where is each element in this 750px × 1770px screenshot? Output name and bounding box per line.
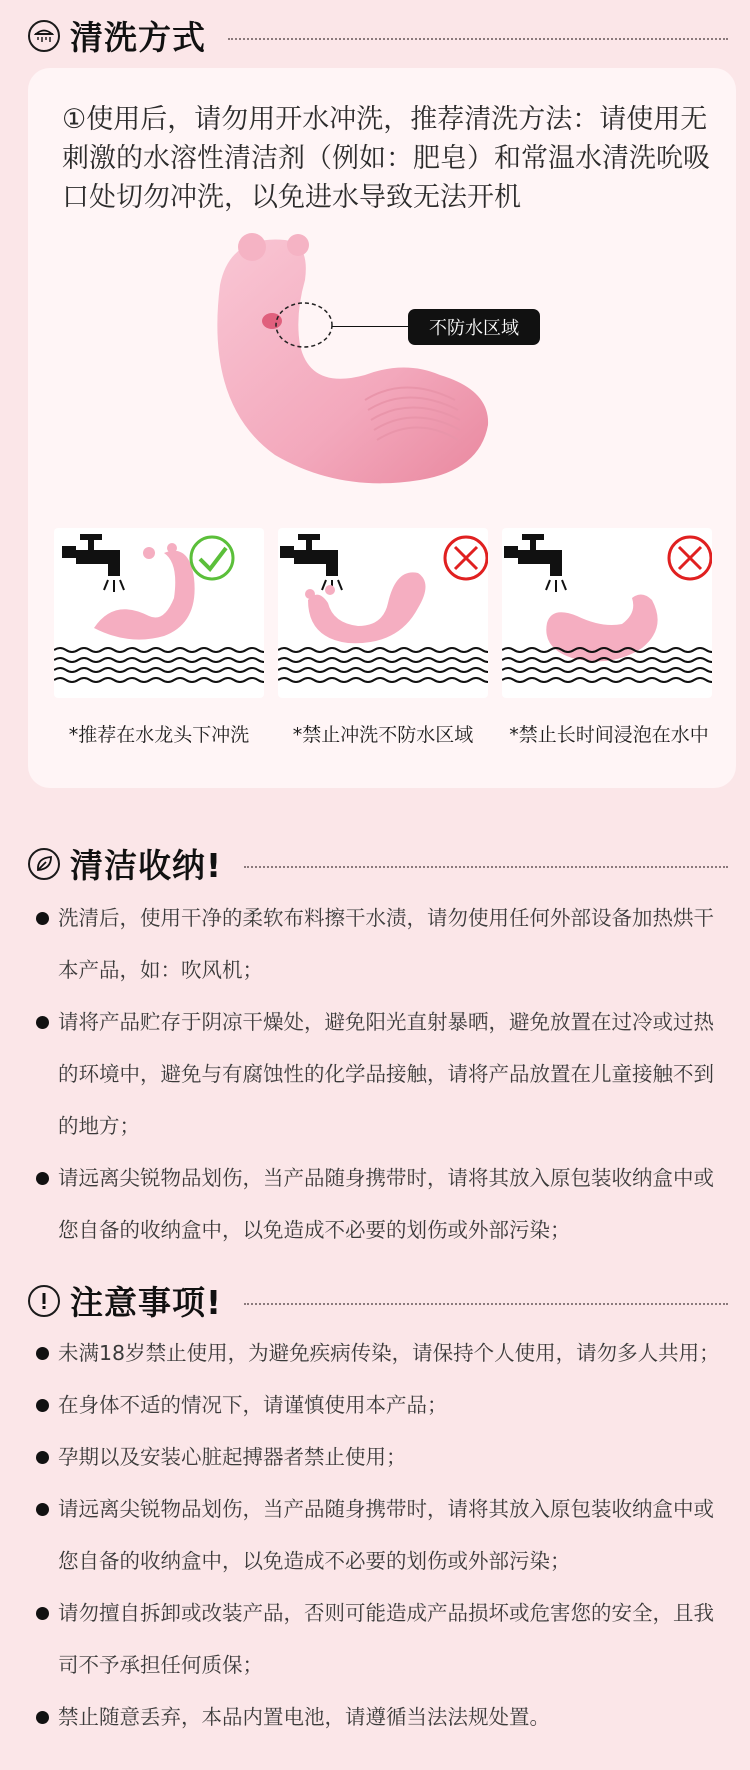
list-item: 在身体不适的情况下，请谨慎使用本产品；	[34, 1379, 734, 1431]
callout-tag: 不防水区域	[408, 309, 540, 345]
dotted-divider	[244, 866, 728, 868]
section-heading: 清洁收纳!	[70, 846, 223, 885]
faucet-icon	[280, 534, 342, 592]
notice-list	[34, 1327, 734, 1743]
wash-intro-text: ①使用后，请勿用开水冲洗，推荐清洗方法：请使用无刺激的水溶性清洁剂（例如：肥皂）和常温水清洗吮吸口处切勿冲洗，以免进水导致无法开机	[62, 104, 710, 213]
list-item: 禁止随意丢弃，本品内置电池，请遵循当法法规处置。	[34, 1691, 734, 1743]
panel-caption: *推荐在水龙头下冲洗	[68, 724, 250, 746]
list-item: 未满18岁禁止使用，为避免疾病传染，请保持个人使用，请勿多人共用；	[34, 1327, 734, 1379]
exclamation-icon	[28, 1285, 60, 1317]
panel-caption: *禁止长时间浸泡在水中	[509, 724, 709, 746]
wash-panel-3	[502, 528, 712, 698]
list-item: 孕期以及安装心脏起搏器者禁止使用；	[34, 1431, 734, 1483]
check-icon	[191, 537, 233, 579]
dotted-divider	[228, 38, 728, 40]
panel-caption: *禁止冲洗不防水区域	[292, 724, 474, 746]
notice-section-title	[28, 1277, 728, 1324]
storage-section-title	[28, 840, 728, 887]
wash-panel-1	[54, 528, 264, 698]
list-item: 洗清后，使用干净的柔软布料擦干水渍，请勿使用任何外部设备加热烘干本产品，如：吹风机；	[34, 892, 734, 996]
storage-list	[34, 892, 734, 1256]
wash-section-title	[28, 12, 728, 59]
list-item: 请远离尖锐物品划伤，当产品随身携带时，请将其放入原包装收纳盒中或您自备的收纳盒中，以免造成不必要的划伤或外部污染；	[34, 1483, 734, 1587]
list-item: 请远离尖锐物品划伤，当产品随身携带时，请将其放入原包装收纳盒中或您自备的收纳盒中，以免造成不必要的划伤或外部污染；	[34, 1152, 734, 1256]
waterproof-zone-marker	[272, 298, 336, 352]
leaf-icon	[28, 848, 60, 880]
list-item: 请将产品贮存于阴凉干燥处，避免阳光直射暴晒，避免放置在过冷或过热的环境中，避免与有腐蚀性的化学品接触，请将产品放置在儿童接触不到的地方；	[34, 996, 734, 1152]
callout-line	[332, 326, 410, 327]
product-illustration	[190, 225, 520, 500]
section-heading: 注意事项!	[70, 1283, 223, 1322]
faucet-icon	[504, 534, 566, 592]
shower-icon	[28, 20, 60, 52]
wash-panel-2	[278, 528, 488, 698]
faucet-icon	[62, 534, 124, 592]
dotted-divider	[244, 1303, 728, 1305]
section-heading: 清洗方式	[70, 18, 206, 57]
list-item: 请勿擅自拆卸或改装产品，否则可能造成产品损坏或危害您的安全，且我司不予承担任何质保；	[34, 1587, 734, 1691]
